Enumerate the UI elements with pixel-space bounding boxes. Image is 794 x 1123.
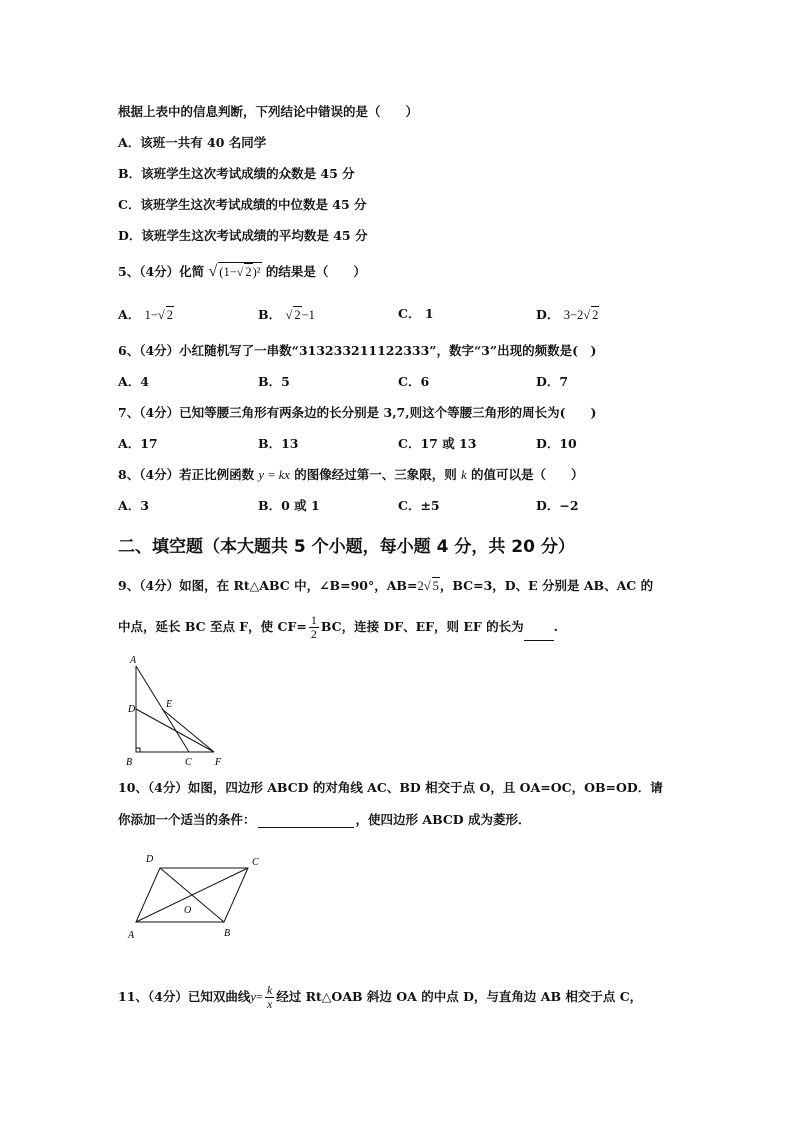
q6-option-d: D．7 [536,374,569,389]
q11-frac-num: k [266,983,273,997]
q5-radicand-a: (1− [219,265,237,279]
question-intro: 根据上表中的信息判断，下列结论中错误的是（ ） [118,104,419,119]
q9-radical-sign: √ [423,579,431,593]
q9-line1-b: ，BC=3，D、E 分别是 AB、AC 的 [439,578,654,593]
q5-option-a [118,306,174,323]
q9-answer-blank[interactable] [524,640,554,641]
q7-option-c: C．17 或 13 [398,436,477,451]
q11-line1 [118,984,642,1011]
q11-prefix: 11、（4分）已知双曲线 [118,989,251,1004]
q5-option-d [536,306,599,323]
label-c: C [252,857,259,868]
q5-label-c: C． [398,306,421,321]
diagonal-bd [160,868,224,922]
label-b: B [224,928,231,939]
label-c: C [185,757,192,768]
q6-option-a: A．4 [118,374,149,389]
q9-line2-end: . [553,619,559,634]
q4-option-d: D．该班学生这次考试成绩的平均数是 45 分 [118,228,368,243]
label-d: D [128,704,136,715]
label-a: A [128,930,135,941]
q11-fraction [265,984,274,1011]
q5-c-value: 1 [424,306,434,321]
q7-option-d: D．10 [536,436,577,451]
q5-radicand [218,262,261,280]
q8-prefix: 8、（4分）若正比例函数 [118,467,255,482]
q5-d-radical-sign: √ [583,308,591,322]
q5-d-value: 3−2 [563,308,584,322]
q11-suffix: 经过 Rt△OAB 斜边 OA 的中点 D，与直角边 AB 相交于点 C， [276,989,643,1004]
q8-option-c: C．±5 [398,498,440,513]
q4-option-b: B．该班学生这次考试成绩的众数是 45 分 [118,166,355,181]
q10-line2-b: ，使四边形 ABCD 成为菱形． [355,812,531,827]
q4-option-c: C．该班学生这次考试成绩的中位数是 45 分 [118,197,367,212]
label-e: E [166,699,173,710]
q10-answer-blank[interactable] [258,827,354,828]
q5-stem [118,262,366,280]
q5-d-radicand: 2 [592,308,599,322]
right-angle-mark [136,748,140,752]
segment-df [136,709,214,752]
label-a: A [130,655,137,666]
q5-label-a: A． [118,307,141,322]
q7-stem: 7、（4分）已知等腰三角形有两条边的长分别是 3,7,则这个等腰三角形的周长为( ) [118,405,597,420]
q9-fraction [309,614,319,641]
q8-suffix: 的值可以是（ ） [471,467,584,482]
q8-option-d: D．−2 [536,498,579,513]
q8-option-b: B．0 或 1 [258,498,320,513]
q4-option-a: A．该班一共有 40 名同学 [118,135,267,150]
q9-line2 [118,614,558,641]
label-b: B [126,757,133,768]
q8-var: k [461,468,467,482]
q9-line1-a: 9、（4分）如图，在 Rt△ABC 中，∠B=90°，AB= [118,578,418,593]
q9-frac-num: 1 [310,613,317,627]
q11-eq: = [255,990,263,1004]
q5-a-value: 1− [144,308,158,322]
q5-a-radicand: 2 [166,308,173,322]
q10-line2 [118,812,531,828]
q5-b-radical-sign: √ [285,308,293,322]
q9-radicand: 5 [432,579,439,593]
q5-b-radicand: 2 [294,308,301,322]
q5-a-radical-sign: √ [157,308,165,322]
q6-option-c: C．6 [398,374,430,389]
q5-label-b: B． [258,307,282,322]
q7-option-b: B．13 [258,436,299,451]
q11-y: y [250,990,256,1004]
q9-line2-b: BC，连接 DF、EF，则 EF 的长为 [320,619,524,634]
q7-option-a: A．17 [118,436,158,451]
q8-stem [118,467,584,483]
q5-radical-sign: √ [208,263,218,280]
q5-radicand-c: )² [252,265,261,279]
q5-label-d: D． [536,307,560,322]
q9-coef: 2 [417,579,424,593]
q9-line2-a: 中点，延长 BC 至点 F，使 CF= [118,619,307,634]
q9-frac-den: 2 [310,627,317,641]
q8-formula: y = kx [258,468,290,482]
q10-line2-a: 你添加一个适当的条件： [118,812,256,827]
q5-suffix: 的结果是（ ） [265,264,366,279]
q6-option-b: B．5 [258,374,290,389]
q5-option-b [258,306,315,323]
q8-option-a: A．3 [118,498,149,513]
q5-option-c [398,306,434,322]
q5-b-value: −1 [301,308,315,322]
segment-ef [162,709,214,752]
q6-stem: 6、（4分）小红随机写了一串数“313233211122333”，数字“3”出现的频数是( ) [118,343,597,358]
q5-radicand-b: 2 [245,265,252,279]
label-o: O [184,905,192,916]
q5-prefix: 5、（4分）化简 [118,264,205,279]
q11-frac-den: x [266,997,273,1011]
label-d: D [146,854,154,865]
section-2-heading: 二、填空题（本大题共 5 个小题，每小题 4 分，共 20 分） [118,537,575,557]
figure-parallelogram-abcd [124,848,274,942]
q10-line1: 10、（4分）如图，四边形 ABCD 的对角线 AC、BD 相交于点 O，且 OA=OC，OB=OD．请 [118,780,663,795]
q9-line1 [118,577,653,594]
q8-middle: 的图像经过第一、三象限，则 [294,467,457,482]
q5-inner-radical-sign: √ [236,265,244,279]
figure-triangle-abcdef [118,650,228,770]
label-f: F [215,757,222,768]
